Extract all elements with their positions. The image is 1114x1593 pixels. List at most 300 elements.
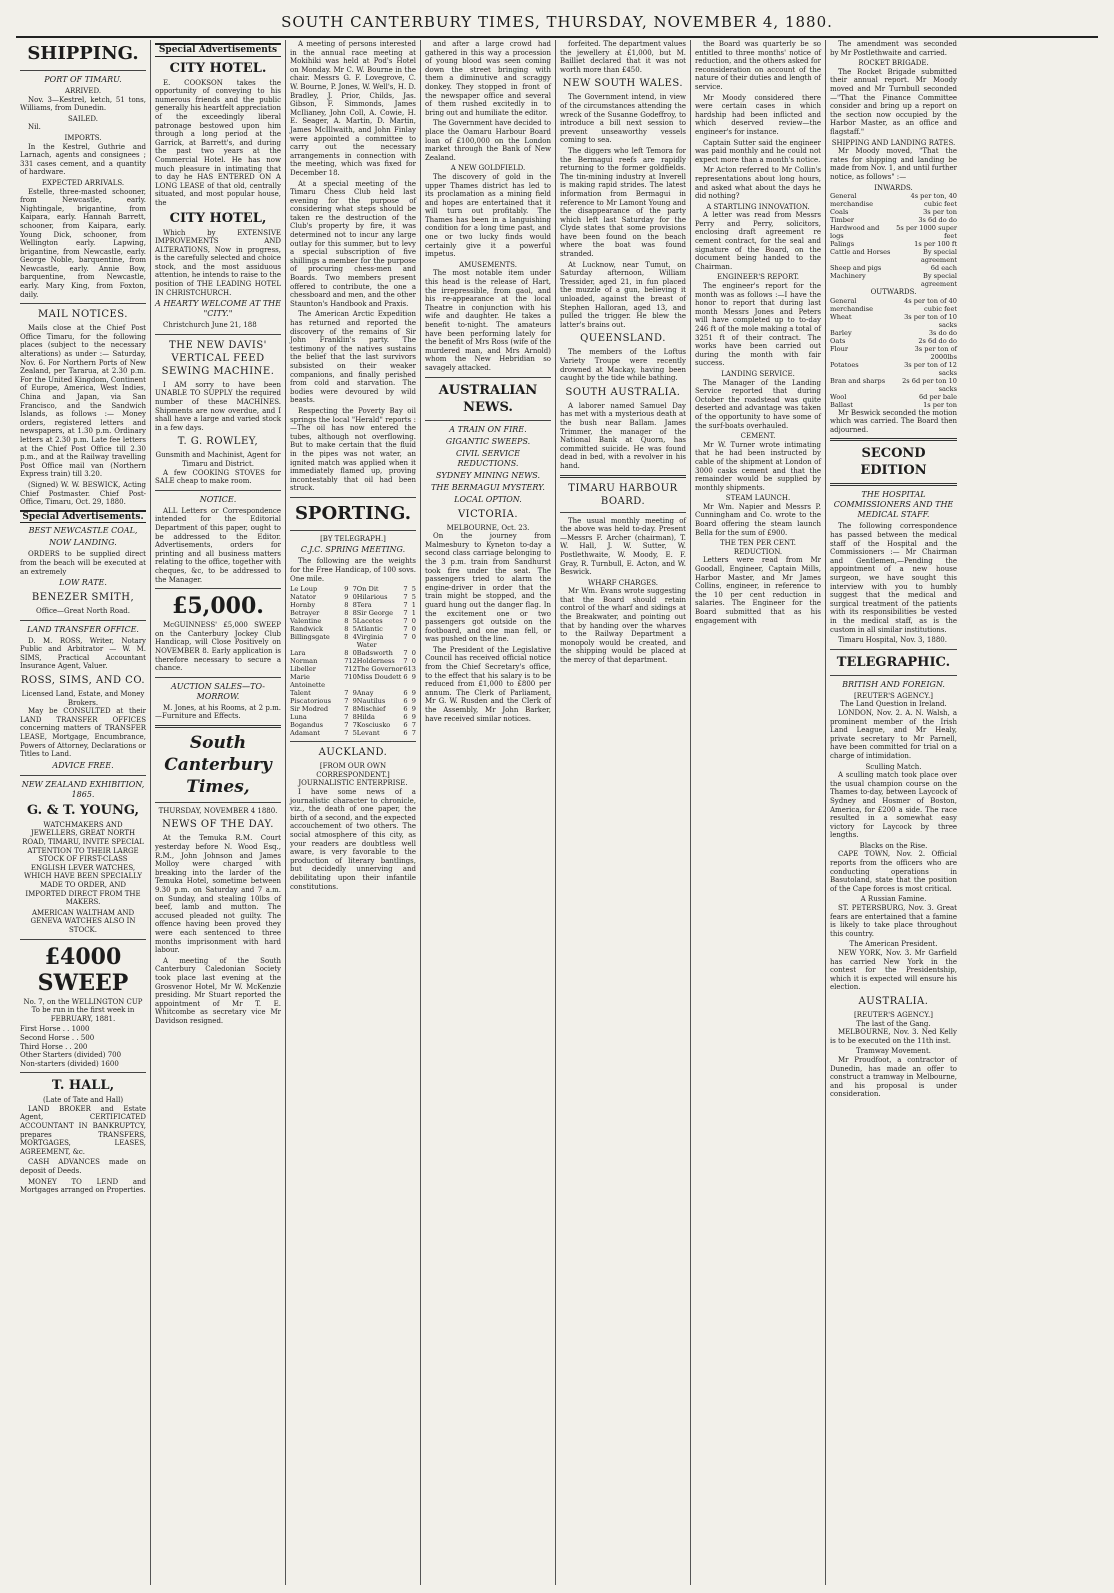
sweep-prize-1: Second Horse . . 500	[20, 1033, 95, 1042]
inwards-cell: 5s per 1000 super feet	[896, 224, 957, 241]
weights-cell: 13	[407, 665, 416, 674]
president-text: NEW YORK, Nov. 3. Mr Garfield has carried New York in the contest for the Presidentship, which it is expected will ensure his election.	[830, 949, 957, 992]
outwards-cell: Bran and sharps	[830, 376, 886, 385]
inwards-row	[830, 248, 957, 264]
inwards-cell: Hardwood and logs	[830, 224, 880, 241]
mail-signature: (Signed) W. W. BESWICK, Acting Chief Postmaster. Chief Post-Office, Timaru, Oct. 29, 1880.	[20, 480, 146, 507]
inwards-cell: 1s per 100 ft	[914, 240, 957, 249]
sweep-prize-3: Other Starters (divided) 700	[20, 1051, 122, 1060]
waltham-text: AMERICAN WALTHAM AND GENEVA WATCHES ALSO IN STOCK.	[30, 908, 136, 934]
weights-cell: 6	[403, 729, 408, 738]
young-text: WATCHMAKERS AND JEWELLERS, GREAT NORTH ROAD, TIMARU, INVITE SPECIAL ATTENTION TO THEIR LARGE STOCK OF FIRST-CLASS ENGLISH LEVER WATCHES, WHICH HAVE BEEN SPECIALLY MADE TO ORDER, AND IMPORTED DIRECT FROM THE MAKERS.	[22, 820, 144, 907]
inwards-cell: 3s per ton	[923, 208, 957, 217]
inwards-cell: Coals	[830, 208, 849, 217]
inwards-table	[830, 192, 957, 288]
weights-cell: 9	[352, 697, 357, 706]
city-hotel-welcome: A HEARTY WELCOME AT THE "CITY."	[155, 299, 281, 319]
queensland-heading: QUEENSLAND.	[580, 333, 666, 345]
outwards-table	[830, 297, 957, 409]
page-columns	[16, 40, 1098, 1585]
col6-text-1: the Board was quarterly be so entitled to three months' notice of reduction, and the others asked for reconsideration on account of the nature of their duties and length of service.	[695, 40, 821, 91]
sweep-prize-2: Third Horse . . 200	[20, 1042, 88, 1051]
weights-row	[290, 673, 416, 689]
sweep-heading: £4000 SWEEP	[37, 943, 129, 996]
weights-cell: Le Loup	[290, 585, 318, 594]
inwards-row	[830, 264, 957, 272]
outwards-row	[830, 377, 957, 393]
inwards-row	[830, 240, 957, 248]
weights-cell: Betrayer	[290, 609, 320, 618]
weights-cell: Sir George	[356, 609, 394, 618]
weights-cell: Adamant	[290, 729, 320, 738]
weights-row	[290, 665, 416, 673]
col5-text-1: forfeited. The department values the jewellery at £1,000, but M. Bailliet declared that it was not worth more than £450.	[560, 40, 686, 74]
by-telegraph: [BY TELEGRAPH.]	[320, 534, 386, 543]
weights-row	[290, 593, 416, 601]
news-text: At the Temuka R.M. Court yesterday before N. Wood Esq., R.M., John Johnson and James Molloy were charged with breaking into the larder of the Temuka Hotel, sometime between 9.30 p.m. on Saturday and 7 a.m. on Sunday, and stealing 10lbs of beef, lamb and mutton. The accused pleaded not guilty. The offence having been proved they were each sentenced to three months imprisonment with hard labour.	[155, 834, 281, 955]
inwards-cell: Palings	[830, 240, 855, 249]
weights-row	[290, 649, 416, 657]
inwards-cell: Timber	[830, 216, 855, 225]
outwards-cell: Potatoes	[830, 360, 859, 369]
weights-cell: 8	[352, 713, 357, 722]
weights-cell: 0	[411, 617, 416, 626]
cjc-heading: C.J.C. SPRING MEETING.	[300, 545, 406, 555]
wharf-text: Mr Wm. Evans wrote suggesting that the Board should retain control of the wharf and sidings at the Breakwater, and pointing out that by handing over the wharves to the Railway Department a monopoly would be created, and the shipping would be placed at the mercy of that department.	[560, 587, 686, 665]
outwards-cell: 6d per bale	[918, 392, 957, 401]
rates-text: Mr Moody moved, "That the rates for shipping and landing be made from Nov. 1, and until further notice, as follows" :—	[830, 147, 957, 181]
weights-cell: Virginia Water	[356, 633, 384, 650]
weights-cell: 0	[352, 593, 357, 602]
nsw-heading: NEW SOUTH WALES.	[562, 78, 684, 90]
weights-cell: 6	[403, 697, 408, 706]
weights-cell: 7	[403, 601, 408, 610]
weights-cell: 8	[344, 617, 349, 626]
weights-row	[290, 633, 416, 649]
weights-row	[290, 697, 416, 705]
weights-row	[290, 657, 416, 665]
auction-text: M. Jones, at his Rooms, at 2 p.m.—Furniture and Effects.	[155, 703, 281, 721]
weights-row	[290, 721, 416, 729]
weights-cell: 7	[403, 633, 408, 642]
weights-cell: Hilda	[356, 713, 375, 722]
cjc-text: The following are the weights for the Free Handicap, of 100 sovs. One mile.	[290, 557, 416, 583]
weights-row	[290, 585, 416, 593]
weights-cell: Mischief	[356, 705, 386, 714]
weights-cell: Badsworth	[356, 649, 393, 658]
weights-cell: Kosciusko	[356, 721, 391, 730]
weights-cell: Bogandus	[290, 721, 324, 730]
col3-text-1: A meeting of persons interested in the annual race meeting at Mokihiki was held at Pod's Hotel on Monday. Mr C. W. Bourne in the chair. Messrs G. F. Lovegrove, C. W. Bourne, P. Jones, W. Well's, H. D. Bradley, J. Prior, Childs, Jas. Gibson, F. Simmonds, James McIlianey, John Coll, A. Cowie, H. E. Seager, A. Martin, D. Martin, James McIllwaith, and John Finlay were appointed a committee to carry out the necessary arrangements in connection with the meeting, which was fixed for December 18.	[290, 40, 416, 177]
special-ads-heading-2: Special Advertisements	[155, 43, 281, 57]
south-australia-heading: SOUTH AUSTRALIA.	[565, 386, 681, 398]
inwards-cell: 6d each	[930, 264, 957, 273]
special-ads-heading: Special Advertisements.	[20, 510, 146, 524]
outwards-row	[830, 297, 957, 313]
weights-cell: Norman	[290, 657, 318, 666]
outwards-row	[830, 401, 957, 409]
gang-text: MELBOURNE, Nov. 3. Ned Kelly is to be executed on the 11th inst.	[830, 1028, 957, 1045]
col7-text-1: The amendment was seconded by Mr Postlethwaite and carried.	[830, 40, 957, 57]
col3-text-2: At a special meeting of the Timaru Chess Club held last evening for the purpose of considering what steps should be taken re the destruction of the Club's property by fire, it was determined not to incur any large outlay for this summer, but to levy a special subscription of five shillings a member for the purpose of procuring chess-men and Boards. Two members present offered to contribute, the one a chessboard and men, and the other Staunton's Handbook and Praxis.	[290, 179, 416, 308]
weights-cell: Marie Antoinette	[290, 673, 326, 690]
ross-sims-sub: Licensed Land, Estate, and Money Brokers.	[21, 690, 145, 707]
reuter-agency: [REUTER'S AGENCY.]	[854, 691, 933, 700]
weights-cell: 0	[411, 649, 416, 658]
weights-cell: Libeller	[290, 665, 316, 674]
famine-heading: A Russian Famine.	[860, 895, 927, 904]
weights-cell: Lacetes	[356, 617, 383, 626]
weights-cell: 6	[403, 721, 408, 730]
expected-text: Estelle, three-masted schooner, from Newcastle, early. Nightingale, brigantine, from Kaipara, early. Hannah Barrett, schooner, from Kaipara, early. Young Dick, schooner, from Wellington early. Lapwing, brigantine, from Newcastle, early. George Noble, barquentine, from Newcastle, early. Annie Bow, barquentine, from Newcastle, early. Mary King, from Foxton, daily.	[20, 187, 146, 299]
outwards-row	[830, 329, 957, 337]
outwards-cell: 3s per ton of 2000lbs	[914, 344, 957, 361]
inwards-row	[830, 224, 957, 240]
weights-cell: Talent	[290, 689, 311, 698]
president-heading: The American President.	[849, 940, 938, 949]
outwards-heading: OUTWARDS.	[870, 288, 917, 297]
weights-table	[290, 585, 416, 737]
steam-launch-heading: STEAM LAUNCH.	[725, 494, 791, 503]
city-hotel-date: Christchurch June 21, 188	[163, 321, 257, 330]
weights-cell: 0	[411, 625, 416, 634]
weights-cell: 8	[344, 633, 349, 642]
australia-heading: AUSTRALIA.	[858, 995, 929, 1007]
weights-cell: 1	[411, 609, 416, 618]
inwards-cell: 4s per ton, 40 cubic feet	[910, 192, 957, 209]
weights-cell: 7	[344, 729, 349, 738]
outwards-cell: 4s per ton of 40 cubic feet	[904, 296, 957, 313]
outwards-row	[830, 361, 957, 377]
weights-cell: 7	[403, 609, 408, 618]
col4-text-2: The Government have decided to place the Oamaru Harbour Board loan of £100,000 on the London market through the Bank of New Zealand.	[425, 119, 551, 162]
coal-ad-rate: LOW RATE.	[59, 578, 107, 588]
auckland-heading: AUCKLAND.	[318, 747, 388, 759]
sculling-heading: Sculling Match.	[865, 762, 922, 771]
hall-sub: (Late of Tate and Hall)	[42, 1096, 124, 1105]
weights-cell: Piscatorious	[290, 697, 332, 706]
land-transfer-names: D. M. ROSS, Writer, Notary Public and Arbitrator — W. M. SIMS, Practical Accountant Insurance Agent, Valuer.	[20, 636, 146, 671]
davis-text: I AM sorry to have been UNABLE TO SUPPLY the required number of these MACHINES. Shipments are now overdue, and I shall have a large and varied stock in a few days.	[155, 380, 281, 432]
weights-cell: 5	[352, 617, 357, 626]
weights-cell: 7	[344, 673, 349, 682]
weights-cell: 7	[344, 697, 349, 706]
weights-cell: 0	[411, 657, 416, 666]
coal-ad-text: ORDERS to be supplied direct from the beach will be executed at an extremely	[20, 550, 146, 576]
local-option-heading: LOCAL OPTION.	[454, 494, 522, 504]
arrived-label: ARRIVED.	[64, 87, 102, 95]
column-3	[286, 40, 421, 1585]
notice-heading: NOTICE.	[199, 494, 237, 504]
famine-text: ST. PETERSBURG, Nov. 3. Great fears are entertained that a famine is likely to take place throughout this country.	[830, 904, 957, 938]
city-hotel-heading: CITY HOTEL.	[169, 60, 267, 76]
innovation-heading: A STARTLING INNOVATION.	[706, 202, 810, 211]
goldfield-text: The discovery of gold in the upper Thames district has led to its proclamation as a mining field and hopes are entertained that it will turn out profitably. The Thames has been in a languishing condition for a long time past, and one or two lucky finds would certainly give it a powerful impetus.	[425, 172, 551, 259]
weights-row	[290, 601, 416, 609]
weights-cell: 7	[411, 729, 416, 738]
inwards-cell: 3s 6d do do	[918, 216, 957, 225]
engineer-text: The engineer's report for the month was as follows :—I have the honor to report that during last month Messrs Jones and Peters will have completed up to to-day 246 ft of the mole making a total of 3251 ft of their contract. The works have been carried out during the month with fair success.	[695, 282, 821, 368]
cement-heading: CEMENT.	[740, 432, 776, 441]
young-heading: G. & T. YOUNG,	[27, 802, 139, 818]
inwards-cell: By special agreement	[920, 272, 957, 289]
weights-cell: 6	[403, 665, 408, 674]
journalistic-heading: JOURNALISTIC ENTERPRISE.	[298, 779, 408, 788]
weights-cell: 7	[352, 585, 357, 594]
blacks-text: CAPE TOWN, Nov. 2. Official reports from the officers who are conducting operations in Basutoland, state that the position of the Cape forces is most critical.	[830, 850, 957, 893]
victoria-heading: VICTORIA.	[457, 508, 519, 520]
weights-cell: Valentine	[290, 617, 322, 626]
outwards-row	[830, 393, 957, 401]
cash-advances: CASH ADVANCES made on deposit of Deeds.	[20, 1158, 146, 1176]
hall-text: LAND BROKER and Estate Agent, CERTIFICATED ACCOUNTANT IN BANKRUPTCY, prepares TRANSFERS, MORTGAGES, LEASES, AGREEMENT, &c.	[20, 1104, 146, 1156]
weights-cell: Holderness	[356, 657, 395, 666]
coal-ad-name: BENEZER SMITH,	[31, 592, 135, 604]
hospital-heading: THE HOSPITAL COMMISSIONERS AND THE MEDICAL STAFF.	[833, 490, 954, 520]
advice-free: ADVICE FREE.	[52, 760, 114, 770]
weights-cell: 8	[352, 601, 357, 610]
tramway-heading: Tramway Movement.	[856, 1047, 931, 1056]
inwards-cell: Machinery	[830, 272, 866, 281]
weights-row	[290, 625, 416, 633]
outwards-cell: General merchandise	[830, 296, 874, 313]
sweep-sub: No. 7, on the WELLINGTON CUP	[23, 997, 143, 1006]
outwards-cell: 2s 6d do do	[918, 336, 957, 345]
sweep-text: To be run in the first week in FEBRUARY, 1881.	[31, 1006, 135, 1023]
sailed-text: Nil.	[28, 123, 41, 132]
queensland-text: The members of the Loftus Variety Troupe were recently drowned at Mackay, having been caught by the tide while bathing.	[560, 348, 686, 383]
weights-cell: Miss Doudett	[356, 673, 402, 682]
weights-cell: Anay	[356, 689, 374, 698]
inwards-row	[830, 216, 957, 224]
tramway-text: Mr Proudfoot, a contractor of Dunedin, has made an offer to construct a tramway in Melbourne, and his proposal is under consideration.	[830, 1055, 957, 1099]
weights-cell: 9	[411, 713, 416, 722]
train-fire-heading: A TRAIN ON FIRE.	[449, 424, 527, 434]
news-text-2: A meeting of the South Canterbury Caledonian Society took place last evening at the Grosvenor Hotel, Mr W. McKenzie presiding. Mr Stuart reported the appointment of Mr T. E. Whitcombe as secretary vice Mr Davidson resigned.	[155, 956, 281, 1025]
ross-sims-heading: ROSS, SIMS, AND CO.	[20, 675, 146, 687]
money-to-lend: MONEY TO LEND and Mortgages arranged on Properties.	[20, 1177, 146, 1195]
col4-text-1: and after a large crowd had gathered in this way a procession of young blood was seen coming down the street bringing with them a diminutive and scraggy donkey. They stopped in front of the newspaper office and several of them rushed excitedly in to bring out and humiliate the editor.	[425, 40, 551, 117]
coal-ad-title: BEST NEWCASTLE COAL,	[28, 526, 138, 536]
weights-cell: On Dit	[356, 585, 379, 594]
weights-cell: 7	[344, 657, 349, 666]
inwards-cell: Sheep and pigs	[830, 264, 882, 273]
weights-cell: 5	[352, 729, 357, 738]
weights-cell: 9	[411, 673, 416, 682]
five-thousand-text: McGUINNESS' £5,000 SWEEP on the Canterbury Jockey Club Handicap, will Close Positively on NOVEMBER 8. Early application is therefore necessary to secure a chance.	[155, 621, 281, 673]
weights-cell: Nautilus	[356, 697, 386, 706]
paper-date: THURSDAY, NOVEMBER 4 1880.	[158, 806, 278, 815]
inwards-cell: Cattle and Horses	[830, 248, 891, 257]
weights-cell: 5	[352, 625, 357, 634]
column-5	[556, 40, 691, 1585]
weights-row	[290, 713, 416, 721]
weights-cell: 7	[403, 617, 408, 626]
weights-cell: 7	[403, 585, 408, 594]
outwards-row	[830, 345, 957, 361]
davis-heading: THE NEW DAVIS' VERTICAL FEED SEWING MACHINE.	[161, 339, 275, 377]
weights-cell: 8	[344, 601, 349, 610]
weights-cell: Tera	[356, 601, 372, 610]
weights-cell: Lara	[290, 649, 306, 658]
cement-text: Mr W. Turner wrote intimating that he had been instructed by cable of the shipment at London of 3000 casks cement and that the remainder would be supplied by monthly shipments.	[695, 440, 821, 492]
weights-cell: 9	[411, 697, 416, 706]
weights-cell: 7	[411, 721, 416, 730]
auction-heading: AUCTION SALES—TO-MORROW.	[170, 681, 266, 701]
weights-cell: 7	[403, 649, 408, 658]
land-question-text: LONDON, Nov. 2. A. N. Walsh, a prominent member of the Irish Land League, and Mr Healy, private secretary to Mr Parnell, have been committed for trial on a charge of intimidation.	[830, 708, 957, 760]
australian-news-heading: AUSTRALIAN NEWS.	[438, 382, 538, 415]
rocket-heading: ROCKET BRIGADE.	[858, 59, 929, 68]
harbour-board-heading: TIMARU HARBOUR BOARD.	[568, 482, 678, 507]
weights-row	[290, 609, 416, 617]
weights-cell: 9	[352, 689, 357, 698]
inwards-heading: INWARDS.	[874, 183, 913, 192]
weights-cell: 9	[411, 689, 416, 698]
weights-cell: The Governor	[356, 665, 403, 674]
weights-cell: 9	[344, 593, 349, 602]
weights-cell: 6	[403, 673, 408, 682]
weights-cell: Levant	[356, 729, 380, 738]
arrived-text: Nov. 3—Kestrel, ketch, 51 tons, Williams, from Dunedin.	[20, 95, 146, 113]
column-4	[421, 40, 556, 1585]
outwards-cell: 3s per ton of 12 sacks	[904, 360, 957, 377]
ross-sims-text: May be CONSULTED at their LAND TRANSFER OFFICES concerning matters of TRANSFER LEASE, Mortgage, Encumbrance, Powers of Attorney, Declarations or Titles to Land.	[20, 707, 146, 759]
weights-cell: 6	[403, 689, 408, 698]
british-foreign-heading: BRITISH AND FOREIGN.	[842, 679, 945, 689]
weights-cell: 7	[344, 713, 349, 722]
hospital-text: The following correspondence has passed between the medical staff of the Hospital and the Commissioners :— Mr Chairman and Gentlemen,—Pending the appointment of a new house surgeon, we have sought this interview with you to humbly suggest that the medical and surgical treatment of the patients with its responsibilities be vested in the medical staff, as is the custom in all similar institutions.	[830, 522, 957, 634]
weights-cell: Hilarious	[356, 593, 388, 602]
telegraphic-heading: TELEGRAPHIC.	[836, 654, 951, 670]
nsw-text: The Government intend, in view of the circumstances attending the wreck of the Susanne Godeffroy, to introduce a bill next session to prevent unseaworthy vessels coming to sea.	[560, 93, 686, 145]
coal-ad-office: Office—Great North Road.	[36, 607, 130, 616]
civil-service-heading: CIVIL SERVICE REDUCTIONS.	[455, 448, 521, 468]
victoria-date: MELBOURNE, Oct. 23.	[446, 523, 530, 532]
weights-cell: 5	[411, 593, 416, 602]
weights-cell: 7	[403, 593, 408, 602]
auckland-text: I have some news of a journalistic character to chronicle, viz., the death of one paper, the birth of a second, and the expected accouchement of two others. The social atmosphere of this city, as your readers are doubtless well aware, is very favorable to the production of literary bantlings, but decidedly unnerving and debilitating upon their infantile constitutions.	[290, 788, 416, 891]
outwards-cell: Barley	[830, 328, 852, 337]
rowley-heading: T. G. ROWLEY,	[177, 436, 259, 448]
weights-cell: Hornby	[290, 601, 316, 610]
victoria-text: On the journey from Malmesbury to Kyneton to-day a second class carriage belonging to the 3 p.m. train from Sandhurst took fire under the seat. The passengers tried to alarm the engine-driver in order that the train might be stopped, and the guard hung out the danger flag. In the excitement one or two passengers got outside on the footboard, and one man fell, or was pushed on the line.	[425, 532, 551, 644]
col3-text-3: The American Arctic Expedition has returned and reported the discovery of the remains of Sir John Franklin's party. The testimony of the natives sustains the belief that the last survivors subsisted on their weaker companions, and finally perished from cold and starvation. The bodies were devoured by wild beasts.	[290, 310, 416, 405]
goldfield-heading: A NEW GOLDFIELD.	[450, 164, 526, 173]
weights-cell: Randwick	[290, 625, 323, 634]
weights-cell: 1	[411, 601, 416, 610]
shipping-heading: SHIPPING.	[27, 43, 139, 64]
sporting-heading: SPORTING.	[294, 502, 412, 524]
inwards-cell: General merchandise	[830, 192, 874, 209]
outwards-cell: Ballast	[830, 400, 853, 409]
weights-cell: Sir Modred	[290, 705, 329, 714]
mail-text: Mails close at the Chief Post Office Timaru, for the following places (subject to the necessary alterations) as under :— Saturday, Nov. 6. For Northern Ports of New Zealand, per Tararua, at 2.30 p.m. For the United Kingdom, Continent of Europe, America, West Indies, China and Japan, via San Francisco, and the Sandwich Islands, as follows :— Money orders, registered letters and newspapers, at 1.30 p.m. Ordinary letters at 2.30 p.m. Late fee letters at the Chief Post Office till 2.30 p.m., and at the Railway travelling Post Office mail van (Northern Express train) till 3.20.	[20, 324, 146, 479]
weights-cell: 0	[411, 633, 416, 642]
victoria-text-2: The President of the Legislative Council has received official notice from the Chief Secretary's office, to the effect that his salary is to be reduced from £1,000 to £800 per annum. The Clerk of Parliament, Mr G. W. Rusden and the Clerk of the Assembly, Mr John Barker, have received similar notices.	[425, 645, 551, 723]
weights-cell: 8	[352, 705, 357, 714]
weights-cell: 5	[411, 585, 416, 594]
inwards-row	[830, 208, 957, 216]
weights-cell: 10	[348, 673, 357, 682]
harbour-text: The usual monthly meeting of the above was held to-day. Present—Messrs F. Archer (chairman), T. W. Hall, J. W. Sutter, W. Postlethwaite, W. Moody, E. F. Gray, R. Turnbull, E. Acton, and W. Beswick.	[560, 516, 686, 577]
landing-heading: LANDING SERVICE.	[721, 369, 795, 378]
weights-cell: 0	[352, 649, 357, 658]
outwards-cell: Wheat	[830, 312, 852, 321]
weights-cell: 12	[348, 665, 357, 674]
blacks-heading: Blacks on the Rise.	[859, 841, 928, 850]
weights-cell: 7	[344, 705, 349, 714]
nsw-text-2: The diggers who left Temora for the Bermagui reefs are rapidly returning to the former goldfields. The tin-mining industry at Inverell is making rapid strides. The latest information from Bermagui in reference to Mr Lamont Young and the disappearance of the party which left last Saturday for the Clyde states that some provisions have been found on the beach where the boat was found stranded.	[560, 146, 686, 259]
landing-text: The Manager of the Landing Service reported that during October the roadstead was quite deserted and advantage was taken of the opportunity to have some of the surf-boats overhauled.	[695, 378, 821, 430]
col6-text-3: Captain Sutter said the engineer was paid monthly and he could not expect more than a month's notice.	[695, 138, 821, 164]
weights-cell: 6	[403, 713, 408, 722]
outwards-cell: Oats	[830, 336, 846, 345]
weights-cell: Billingsgate	[290, 633, 330, 642]
weights-row	[290, 689, 416, 697]
land-question-heading: The Land Question in Ireland.	[840, 700, 947, 709]
inwards-row	[830, 272, 957, 288]
exhibition-line: NEW ZEALAND EXHIBITION, 1865.	[21, 779, 145, 799]
coal-ad-sub: NOW LANDING.	[49, 538, 117, 548]
weights-cell: Luna	[290, 713, 307, 722]
south-australia-text: A laborer named Samuel Day has met with a mysterious death at the bush near Ballam. James Trimmer, the manager of the National Bank at Quorn, has committed suicide. He was found dead in bed, with a revolver in his hand.	[560, 401, 686, 470]
sculling-text: A sculling match took place over the usual champion course on the Thames to-day, between Laycock of Sydney and Hosmer of Boston, America, for £200 a side. The race resulted in a somewhat easy victory for Laycock by three lengths.	[830, 771, 957, 840]
amusements-text: The most notable item under this head is the release of Hart, the irrepressible, from gaol, and his re-appearance at the local Theatre in conjunction with his wife and daughter. He takes a benefit to-night. The amateurs have been performing lately for the benefit of Mrs Ross (wife of the murdered man, and Mrs Arnold) whom the New Hebridian so savagely attacked.	[425, 269, 551, 372]
ten-per-cent-heading: THE TEN PER CENT. REDUCTION.	[719, 539, 796, 556]
weights-cell: Atlantic	[356, 625, 383, 634]
amusements-heading: AMUSEMENTS.	[459, 260, 517, 269]
column-1	[16, 40, 151, 1585]
innovation-text: A letter was read from Messrs Perry and Perry, solicitors, enclosing draft agreement re cement contract, for the seal and signature of the Board, on the document being handed to the Chairman.	[695, 211, 821, 271]
mail-heading: MAIL NOTICES.	[38, 309, 128, 321]
sailed-label: SAILED.	[68, 114, 98, 123]
column-2	[151, 40, 286, 1585]
expected-label: EXPECTED ARRIVALS.	[41, 178, 125, 187]
imports-label: IMPORTS.	[64, 133, 102, 142]
notice-text: ALL Letters or Correspondence intended for the Editorial Department of this paper, ought to be addressed to the Editor. Advertisements, orders for printing and all business matters relating to the office, together with cheques, &c, to be addressed to the Manager.	[155, 506, 281, 584]
col3-text-4: Respecting the Poverty Bay oil springs the local "Herald" reports :—The oil has now entered the tubes, although not overflowing. But to make certain that the fluid in the pipes was not water, an ignited match was applied when it immediately flamed up, proving incontestably that oil had been struck.	[290, 406, 416, 493]
paper-name: South Canterbury Times,	[164, 732, 272, 797]
five-thousand-heading: £5,000.	[172, 593, 264, 620]
inwards-cell: By special agreement	[920, 248, 957, 265]
gang-heading: The last of the Gang.	[856, 1019, 931, 1028]
city-hotel-text: E. COOKSON takes the opportunity of conveying to his numerous friends and the public generally his heartfelt appreciation of the exceedingly liberal patronage bestowed upon him through a long period at the Garrick, at Barrett's, and during the past two years at the Commercial Hotel. He has now much pleasure in intimating that to day he HAS ENTERED ON A LONG LEASE of that old, centrally situated, and most popular house, the	[155, 78, 281, 207]
weights-row	[290, 729, 416, 737]
city-hotel-big: CITY HOTEL,	[169, 210, 267, 226]
city-hotel-text-2: Which by EXTENSIVE IMPROVEMENTS AND ALTERATIONS, Now in progress, is the carefully selected and choice stock, and the most assiduous attention, he intends to raise to the position of THE LEADING HOTEL IN CHRISTCHURCH.	[155, 228, 281, 297]
col6-text-2: Mr Moody considered there were certain cases in which hardship had been inflicted and which deserved review—the engineer's for instance.	[695, 93, 821, 136]
outwards-row	[830, 313, 957, 329]
weights-cell: 7	[344, 665, 349, 674]
wharf-heading: WHARF CHARGES.	[588, 578, 658, 587]
outwards-cell: Wool	[830, 392, 847, 401]
weights-cell: 8	[352, 609, 357, 618]
steam-launch-text: Mr Wm. Napier and Messrs P. Cunningham and Co. wrote to the Board offering the steam launch Bella for the sum of £900.	[695, 502, 821, 537]
bermagui-heading: THE BERMAGUI MYSTERY.	[431, 482, 545, 492]
gigantic-sweeps-heading: GIGANTIC SWEEPS.	[445, 436, 531, 446]
land-transfer-heading: LAND TRANSFER OFFICE.	[27, 624, 139, 634]
rocket-text: The Rocket Brigade submitted their annual report. Mr Moody moved and Mr Turnbull seconded—"That the Finance Committee consider and bring up a report on the section now occupied by the Harbor Master, as an office and flagstaff."	[830, 67, 957, 136]
seconded-text: Mr Beswick seconded the motion which was carried. The Board then adjourned.	[830, 408, 957, 434]
weights-cell: 7	[352, 721, 357, 730]
australia-sub: [REUTER'S AGENCY.]	[854, 1010, 933, 1019]
sydney-mining-heading: SYDNEY MINING NEWS.	[435, 470, 541, 480]
weights-cell: 8	[344, 625, 349, 634]
col6-text-4: Mr Acton referred to Mr Collin's representations about long hours, and asked what about the days he did nothing?	[695, 166, 821, 201]
weights-cell: 9	[344, 585, 349, 594]
column-6	[691, 40, 826, 1585]
